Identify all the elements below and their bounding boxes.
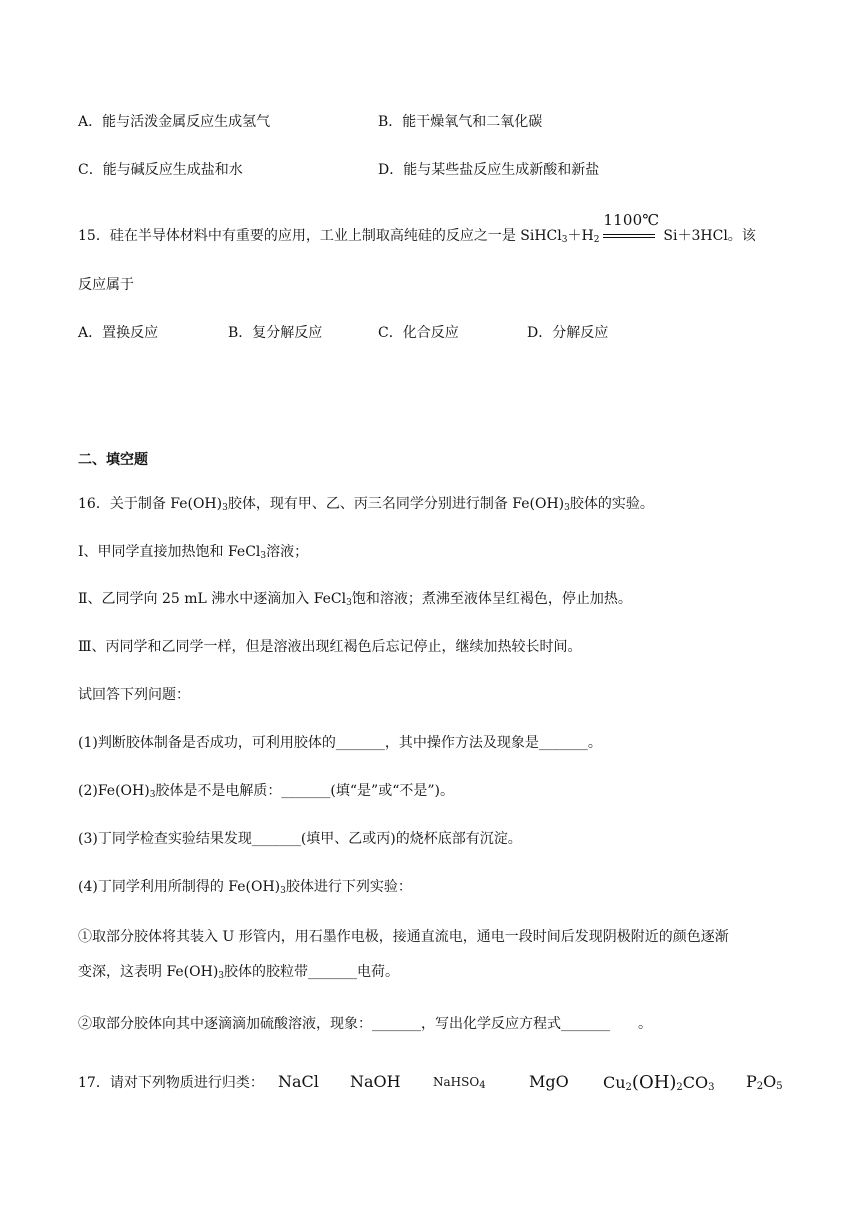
q17-stem: 17．请对下列物质进行归类： [78,1075,264,1091]
formula-nacl: NaCl [278,1072,319,1091]
q15-option-c: C．化合反应 [378,325,459,341]
q16-part-4: (4)丁同学利用所制得的 $Fe(OH)_3$胶体进行下列实验： [78,879,412,896]
formula-basic-copper-carbonate: $Cu_2(OH)_2CO_3$ [603,1072,715,1093]
q16-item-2: Ⅱ、乙同学向 25 mL 沸水中逐滴加入 FeCl$_3$饱和溶液；煮沸至液体呈红褐色，停止加热。 [78,591,632,608]
q14-option-a: A．能与活泼金属反应生成氢气 [78,114,271,130]
formula-p2o5: $P_2O_5$ [746,1072,783,1092]
formula-nahso4: NaHSO$_4$ [433,1075,486,1091]
q16-intro: 16．关于制备 $Fe(OH)_3$胶体，现有甲、乙、丙三名同学分别进行制备 $Fe(OH)_3$胶体的实验。 [78,496,654,513]
q16-prompt: 试回答下列问题： [78,687,190,703]
q14-option-c: C．能与碱反应生成盐和水 [78,162,243,178]
q14-option-b: B．能干燥氧气和二氧化碳 [378,114,543,130]
q14-option-d: D．能与某些盐反应生成新酸和新盐 [378,162,600,178]
q16-part-2: $(2)Fe(OH)_3$胶体是不是电解质：_______(填“是”或“不是”)。 [78,783,454,800]
reaction-temperature: 1100℃ [603,211,660,229]
q16-part-1: (1)判断胶体制备是否成功，可利用胶体的_______，其中操作方法及现象是_______。 [78,735,602,751]
q15-option-b: B．复分解反应 [228,325,323,341]
q15-stem: 15．硅在半导体材料中有重要的应用，工业上制取高纯硅的反应之一是 $SiHCl_3+H_2$ 1100℃ Si＋3HCl。该 [78,211,756,245]
reaction-condition-arrow [603,211,660,246]
q15-stem-line2: 反应属于 [78,277,134,293]
formula-mgo: MgO [529,1072,569,1091]
q16-part-4-1-line2: 变深，这表明 $Fe(OH)_3$胶体的胶粒带_______电荷。 [78,964,400,981]
q16-part-3: (3)丁同学检查实验结果发现_______(填甲、乙或丙)的烧杯底部有沉淀。 [78,831,522,847]
q16-part-4-1-line1: ①取部分胶体将其装入 U 形管内，用石墨作电极，接通直流电，通电一段时间后发现阴极附近的颜色逐渐 [78,929,729,945]
formula-naoh: NaOH [350,1072,401,1091]
q15-option-a: A．置换反应 [78,325,159,341]
q15-stem-after: Si＋3HCl。该 [663,228,756,244]
q16-item-1: Ⅰ、甲同学直接加热饱和 FeCl$_3$溶液； [78,544,309,561]
q16-item-3: Ⅲ、丙同学和乙同学一样，但是溶液出现红褐色后忘记停止，继续加热较长时间。 [78,639,582,655]
q15-option-d: D．分解反应 [527,325,609,341]
section-heading: 二、填空题 [78,452,148,468]
q15-stem-before: 15．硅在半导体材料中有重要的应用，工业上制取高纯硅的反应之一是 SiHCl [78,228,562,244]
q16-part-4-2: ②取部分胶体向其中逐滴滴加硫酸溶液，现象：_______，写出化学反应方程式_______ 。 [78,1016,652,1032]
